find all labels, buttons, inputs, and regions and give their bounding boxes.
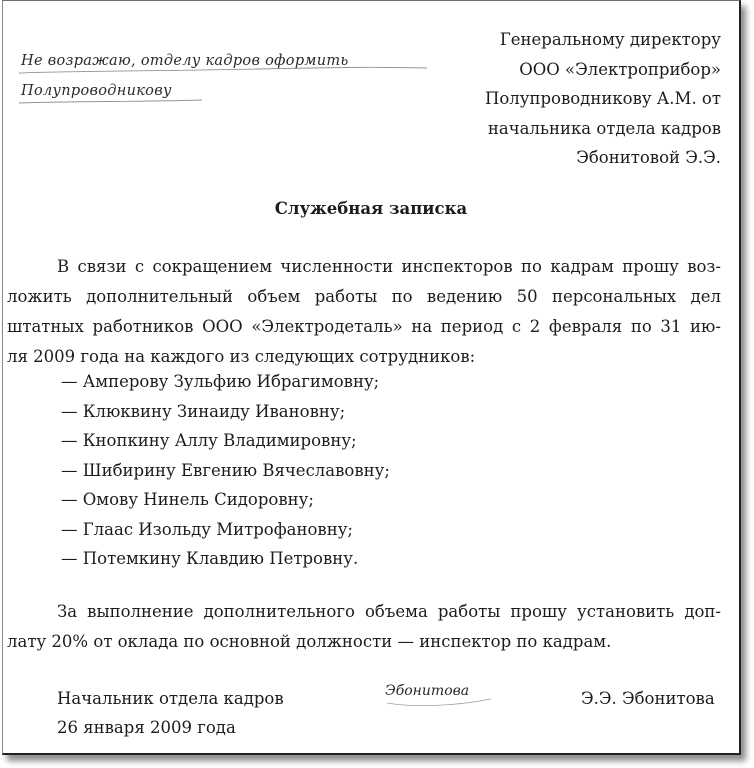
list-item: — Амперову Зульфию Ибрагимовну; bbox=[61, 372, 380, 391]
payment-line-2: лату 20% от оклада по основной должности — инспектор по кадрам. bbox=[7, 632, 612, 651]
document-sheet bbox=[2, 0, 741, 755]
addressee-line-3: Полупроводникову А.М. от bbox=[484, 89, 721, 108]
document-date: 26 января 2009 года bbox=[57, 718, 236, 737]
payment-line-1: За выполнение дополнительного объема работы прошу установить доп- bbox=[57, 602, 721, 621]
payment-paragraph bbox=[7, 597, 721, 657]
handwritten-resolution bbox=[17, 51, 437, 111]
list-item: — Шибирину Евгению Вячеславовну; bbox=[61, 460, 390, 480]
list-item: — Потемкину Клавдию Петровну. bbox=[61, 549, 359, 568]
employee-list bbox=[61, 367, 390, 574]
list-item: — Глаас Изольду Митрофановну; bbox=[61, 519, 353, 539]
body-paragraph bbox=[7, 252, 721, 372]
document-title: Служебная записка bbox=[274, 199, 468, 218]
addressee-line-2: ООО «Электроприбор» bbox=[519, 59, 721, 79]
body-line-4: ля 2009 года на каждого из следующих сотрудников: bbox=[7, 347, 476, 366]
addressee-line-5: Эбонитовой Э.Э. bbox=[576, 148, 721, 167]
resolution-line-2: Полупроводникову bbox=[21, 83, 172, 99]
list-item: — Кнопкину Аллу Владимировну; bbox=[61, 431, 357, 450]
list-item: — Омову Нинель Сидоровну; bbox=[61, 490, 314, 509]
signature-text: Эбонитова bbox=[385, 683, 470, 699]
addressee-line-4: начальника отдела кадров bbox=[487, 118, 721, 138]
body-line-2: ложить дополнительный объем работы по ведению 50 персональных дел bbox=[7, 287, 721, 306]
signer-position: Начальник отдела кадров bbox=[57, 689, 284, 708]
body-line-3: штатных работников ООО «Электродеталь» на период с 2 февраля по 31 ию- bbox=[7, 317, 721, 336]
signature-flourish bbox=[381, 677, 501, 711]
signer-name: Э.Э. Эбонитова bbox=[581, 689, 715, 708]
body-line-1: В связи с сокращением численности инспекторов по кадрам прошу воз- bbox=[57, 257, 721, 276]
list-item: — Клюквину Зинаиду Ивановну; bbox=[61, 401, 346, 421]
addressee-line-1: Генеральному директору bbox=[499, 30, 721, 49]
resolution-line-1: Не возражаю, отделу кадров оформить bbox=[21, 53, 349, 69]
handwritten-signature bbox=[381, 677, 501, 711]
addressee-block bbox=[485, 25, 721, 173]
